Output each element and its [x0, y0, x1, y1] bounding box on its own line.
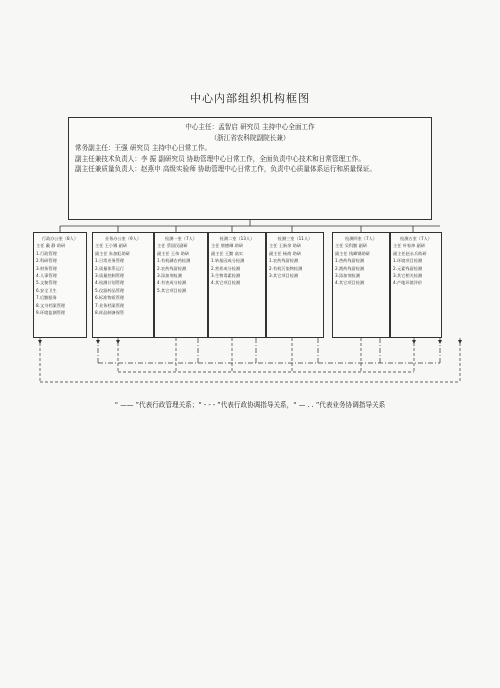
dept-leader: 副主任赵永兵助研 [393, 250, 427, 256]
dept-head: 检测五室（7人） [400, 236, 432, 241]
list-item: 6.标准物质管理 [95, 295, 125, 301]
list-item: 1.转基因成分检测 [211, 258, 245, 264]
dept-lab-4 [332, 232, 390, 338]
dept-leader: 主任 王新余 助研 [269, 243, 301, 249]
dept-head: 检测一室（7人） [165, 236, 197, 241]
dept-leader: 主任 黎德琳 助研 [211, 243, 243, 249]
list-item: 5.仪器药品管理 [95, 287, 125, 293]
director-line: 中心主任：孟智启 研究员 主持中心全面工作 [185, 123, 315, 131]
list-item: 2.有机污染物检测 [269, 265, 303, 271]
list-item: 1.农药残留检测 [269, 258, 299, 264]
dept-lab-1 [154, 232, 208, 338]
list-item: 7.后勤服务 [36, 295, 57, 301]
dept-lab-2 [208, 232, 266, 338]
dept-leader: 主任 吴科勤 副研 [335, 243, 367, 249]
list-item: 1.兽药残留检测 [335, 258, 365, 264]
dept-head: 检测三室（11人） [277, 236, 313, 241]
list-item: 4.检测计划管理 [95, 280, 125, 286]
tech-deputy-line: 副主任兼技术负责人：李 振 副研究员 协助管理中心日常工作，全面负责中心技术和日常管理工作。 [75, 154, 365, 163]
dept-leader: 副主任 钱峰钢助研 [335, 250, 370, 256]
list-item: 4.人事管理 [36, 273, 57, 279]
list-item: 2.营养成分检测 [211, 265, 241, 271]
list-item: 6.安全卫生 [36, 287, 57, 293]
dept-head: 检测四室（7人） [345, 236, 377, 241]
list-item: 5.文秘管理 [36, 280, 57, 286]
list-item: 1.有机磷农药检测 [157, 258, 191, 264]
list-item: 9.环境监测管理 [36, 310, 66, 316]
list-item: 1.环境项目检测 [393, 258, 423, 264]
list-item: 8.文书档案管理 [36, 302, 66, 308]
page-title: 中心内部组织机构框图 [190, 92, 310, 105]
relation-legend: “ —— ”代表行政管理关系；“ - - - ”代表行政协调指导关系，“ — . . ”代表业务协调指导关系 [114, 401, 386, 409]
dept-leader: 主任 戴 静 助研 [36, 243, 66, 249]
deputy-line: 常务副主任：王强 研究员 主持中心日常工作。 [75, 144, 212, 153]
list-item: 3.其它项目检测 [269, 273, 299, 279]
list-item: 2.农药残留检测 [157, 265, 187, 271]
list-item: 3.质量控制管理 [95, 273, 125, 279]
list-item: 5.其它项目检测 [157, 287, 187, 293]
dept-lab-5 [390, 232, 442, 338]
dept-business-office [92, 232, 154, 338]
list-item: 7.业务档案管理 [95, 302, 125, 308]
list-item: 2.渔药残留检测 [335, 265, 365, 271]
list-item: 3.添加剂检测 [157, 273, 182, 279]
list-item: 1.行政管理 [36, 250, 57, 256]
dept-head: 业务办公室（9人） [104, 236, 142, 241]
list-item: 4.有害成分检测 [157, 280, 187, 286]
list-item: 8.样品制备保管 [95, 310, 125, 316]
list-item: 3.财务管理 [36, 265, 57, 271]
dept-leader: 副主任 杨商 助研 [269, 250, 301, 256]
list-item: 4.其它项目检测 [211, 280, 241, 286]
dept-admin-office [33, 232, 87, 338]
list-item: 3.生物毒素检测 [211, 273, 241, 279]
list-item: 1.日常业务管理 [95, 258, 125, 264]
list-item: 2.科研管理 [36, 258, 57, 264]
director-note: （浙江省农科院副院长兼） [210, 133, 290, 142]
dept-leader: 主任 王小娜 副研 [95, 243, 127, 249]
dept-head: 检测二室（13人） [219, 236, 255, 241]
list-item: 4.产地环境评价 [393, 280, 423, 286]
dept-leader: 副主任 王伟 助研 [157, 250, 189, 256]
dept-leader: 副主任 王勤 高实 [211, 250, 243, 256]
list-item: 2.元素残留检测 [393, 265, 423, 271]
list-item: 4.其它项目检测 [335, 280, 365, 286]
list-item: 3.其它相关检测 [393, 273, 423, 279]
quality-deputy-line: 副主任兼质量负责人：赵燕申 高级实验师 协助管理中心日常工作，负责中心质量体系运行和质量保证。 [75, 165, 376, 174]
dept-leader: 主任 蔡国民副研 [157, 243, 188, 249]
list-item: 3.添加剂检测 [335, 273, 360, 279]
list-item: 2.质量体系运行 [95, 265, 125, 271]
dept-leader: 主任 叶家炜 副研 [393, 243, 425, 249]
dept-head: 行政办公室（8人） [41, 236, 79, 241]
dept-lab-3 [266, 232, 324, 338]
dept-leader: 副主任 朱加虹助研 [95, 250, 130, 256]
